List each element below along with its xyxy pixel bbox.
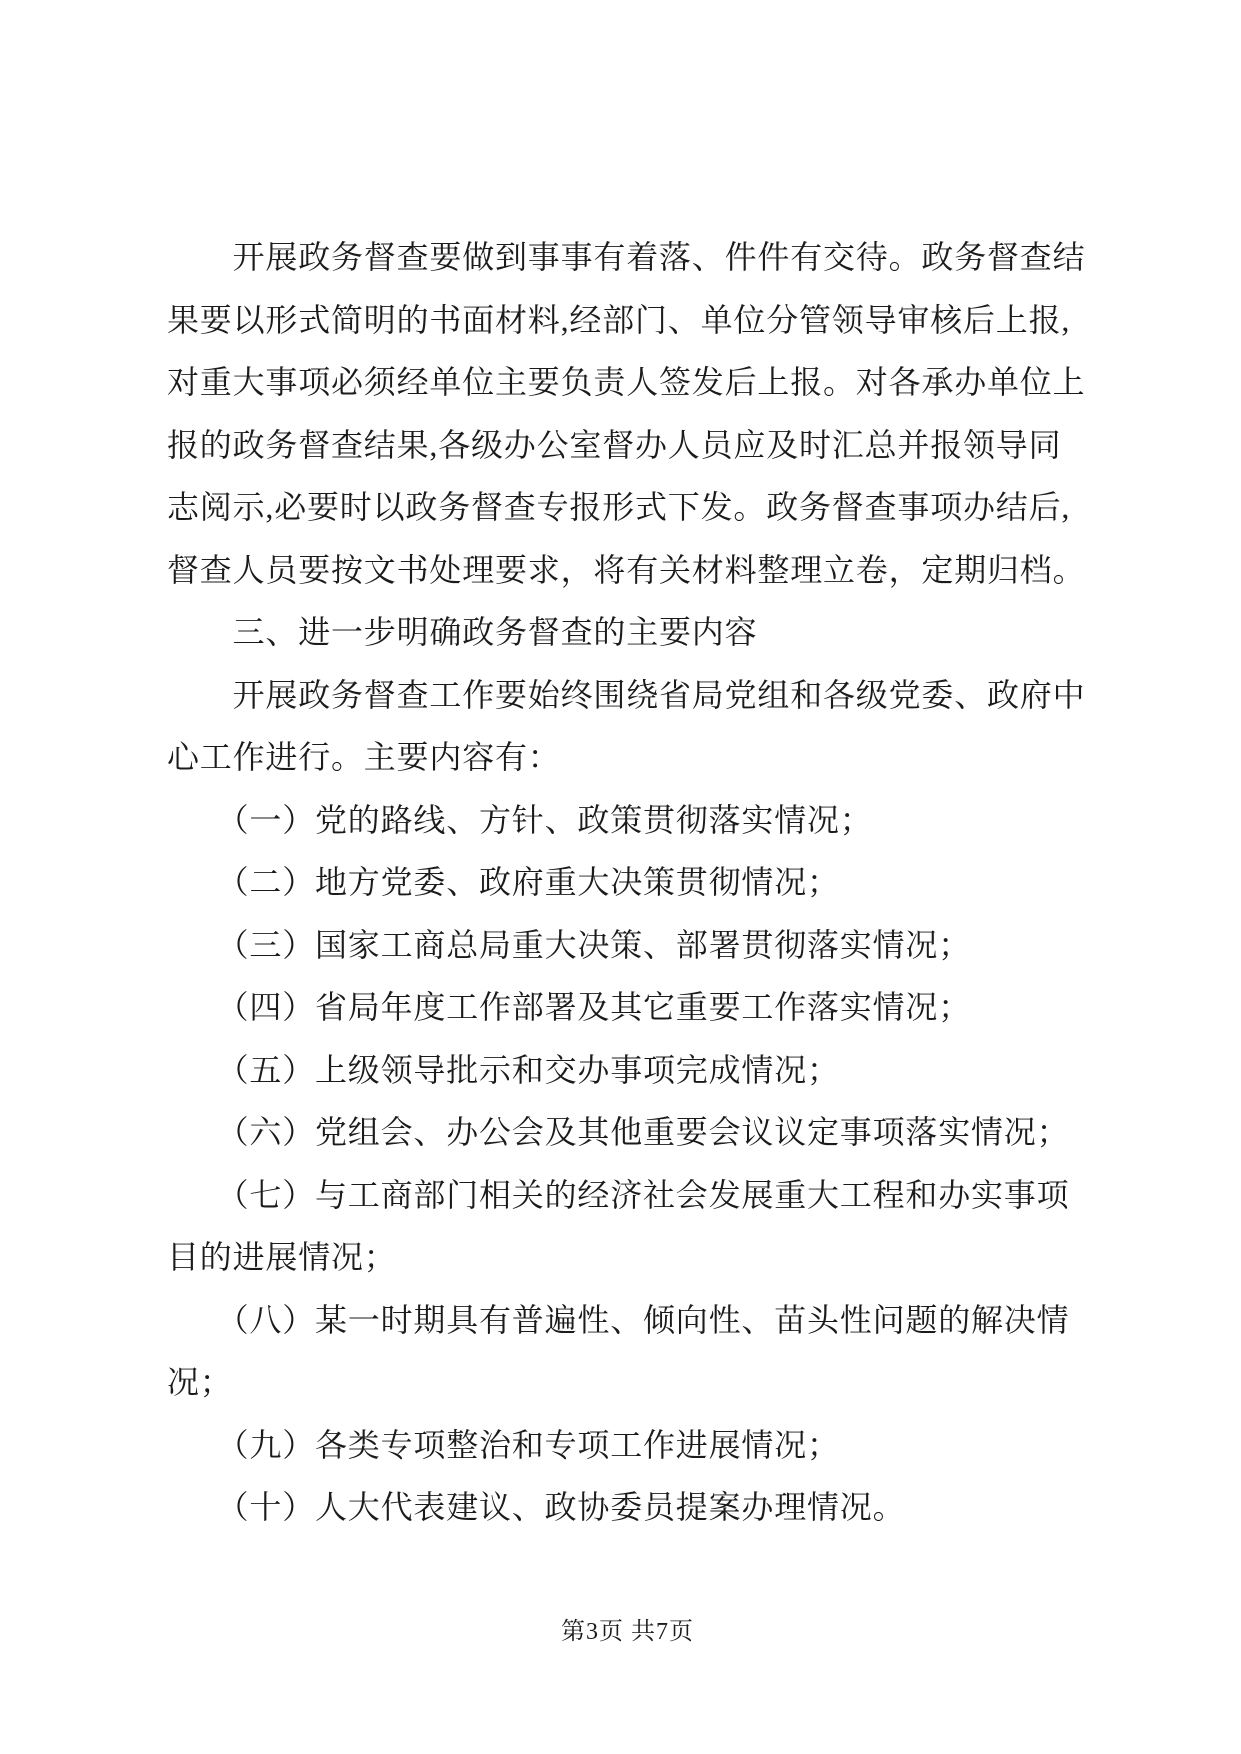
text-line: 志阅示,必要时以政务督查专报形式下发。政务督查事项办结后, (167, 489, 1071, 525)
text-line: 心工作进行。主要内容有： (167, 739, 561, 775)
list-item: （七）与工商部门相关的经济社会发展重大工程和办实事项 (167, 1176, 1070, 1213)
list-item: （二）地方党委、政府重大决策贯彻情况； (167, 864, 840, 900)
text-line: 开展政务督查工作要始终围绕省局党组和各级党委、政府中 (167, 676, 1086, 713)
document-body (167, 226, 1088, 1539)
list-item: （九）各类专项整治和专项工作进展情况； (167, 1426, 840, 1463)
text-line: 督查人员要按文书处理要求，将有关材料整理立卷，定期归档。 (167, 551, 1086, 588)
list-item: 况； (167, 1364, 233, 1400)
list-item: （一）党的路线、方针、政策贯彻落实情况； (167, 801, 873, 838)
list-item: 目的进展情况； (167, 1239, 397, 1275)
section-heading: 三、进一步明确政务督查的主要内容 (167, 614, 758, 650)
page-footer (167, 1601, 1088, 1664)
page-number: 第3页 共7页 (561, 1619, 694, 1645)
list-item: （五）上级领导批示和交办事项完成情况； (167, 1051, 840, 1088)
list-item: （六）党组会、办公会及其他重要会议议定事项落实情况； (167, 1114, 1070, 1150)
text-line: 对重大事项必须经单位主要负责人签发后上报。对各承办单位上 (167, 364, 1086, 400)
text-line: 果要以形式简明的书面材料,经部门、单位分管领导审核后上报, (167, 301, 1071, 338)
text-line: 开展政务督查要做到事事有着落、件件有交待。政务督查结 (167, 239, 1086, 275)
list-item: （八）某一时期具有普遍性、倾向性、苗头性问题的解决情 (167, 1301, 1070, 1338)
list-item: （四）省局年度工作部署及其它重要工作落实情况； (167, 989, 972, 1025)
text-line: 报的政务督查结果,各级办公室督办人员应及时汇总并报领导同 (167, 426, 1062, 463)
list-item: （十）人大代表建议、政协委员提案办理情况。 (167, 1489, 906, 1525)
list-item: （三）国家工商总局重大决策、部署贯彻落实情况； (167, 926, 972, 963)
